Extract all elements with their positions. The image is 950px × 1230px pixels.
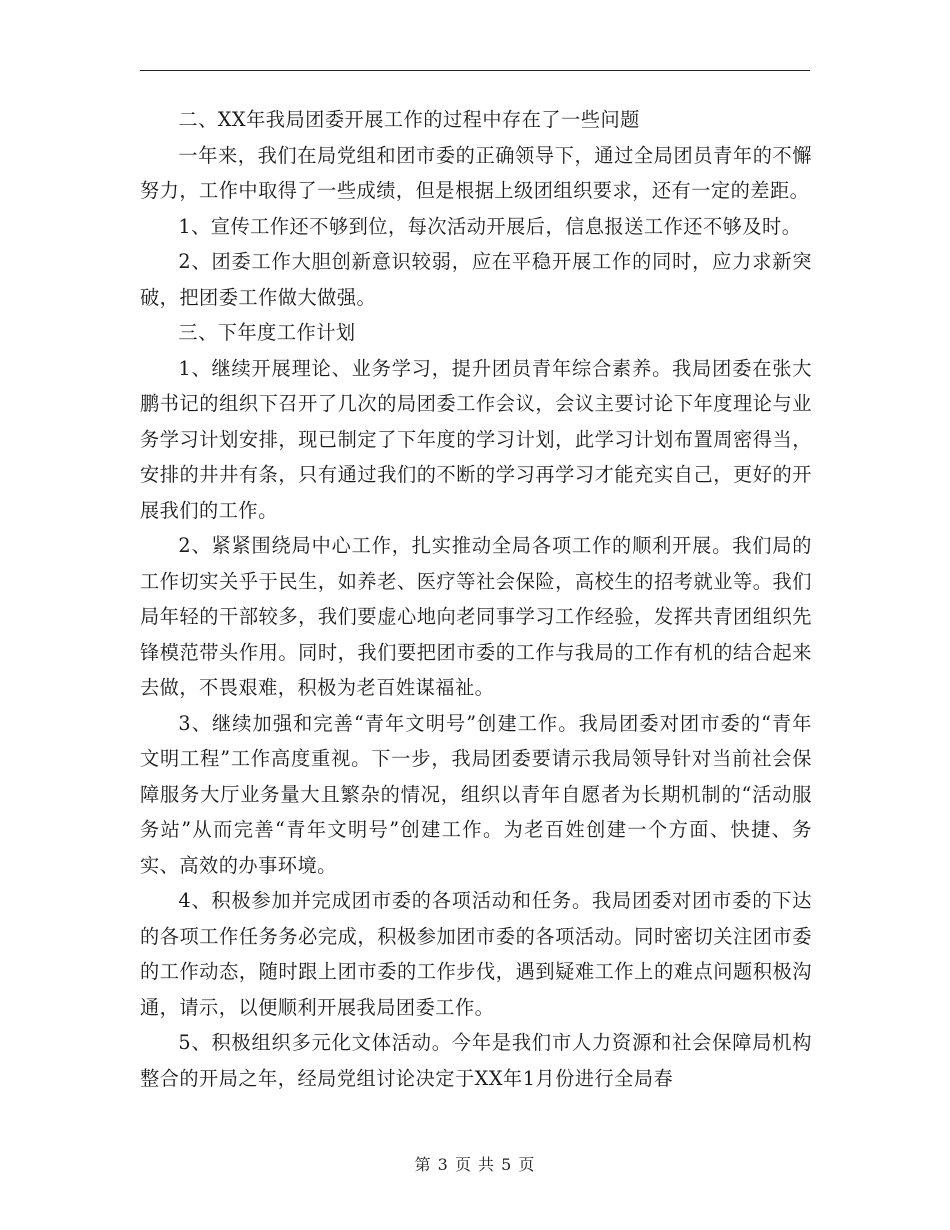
section-heading-plan: 三、下年度工作计划 [178,321,356,344]
header-rule [140,70,810,71]
section-heading-problems: 二、XX年我局团委开展工作的过程中存在了一些问题 [178,108,640,131]
paragraph-problem-1: 1、宣传工作还不够到位，每次活动开展后，信息报送工作还不够及时。 [178,214,802,238]
paragraph-plan-2: 2、紧紧围绕局中心工作，扎实推动全局各项工作的顺利开展。我们局的工作切实关乎于民生，如养老、医疗等社会保险，高校生的招考就业等。我们局年轻的干部较多，我们要虚心地向老同事学习工作经验，发挥共青团组织先锋模范带头作用。同时，我们要把团市委的工作与我局的工作有机的结合起来去做，不畏艰难，积极为老百姓谋福祉。 [140,534,812,699]
paragraph-plan-1: 1、继续开展理论、业务学习，提升团员青年综合素养。我局团委在张大鹏书记的组织下召开了几次的局团委工作会议，会议主要讨论下年度理论与业务学习计划安排，现已制定了下年度的学习计划，此学习计划布置周密得当，安排的井井有条，只有通过我们的不断的学习再学习才能充实自己，更好的开展我们的工作。 [140,356,812,522]
paragraph-plan-3: 3、继续加强和完善“青年文明号”创建工作。我局团委对团市委的“青年文明工程”工作高度重视。下一步，我局团委要请示我局领导针对当前社会保障服务大厅业务量大且繁杂的情况，组织以青年自愿者为长期机制的“活动服务站”从而完善“青年文明号”创建工作。为老百姓创建一个方面、快捷、务实、高效的办事环境。 [140,711,812,877]
page-number-label: 第 3 页 共 5 页 [414,1155,536,1174]
paragraph-plan-4: 4、积极参加并完成团市委的各项活动和任务。我局团委对团市委的下达的各项工作任务务必完成，积极参加团市委的各项活动。同时密切关注团市委的工作动态，随时跟上团市委的工作步伐，遇到疑难工作上的难点问题积极沟通，请示，以便顺利开展我局团委工作。 [140,889,812,1019]
paragraph-summary: 一年来，我们在局党组和团市委的正确领导下，通过全局团员青年的不懈努力，工作中取得了一些成绩，但是根据上级团组织要求，还有一定的差距。 [140,143,812,202]
paragraph-problem-2: 2、团委工作大胆创新意识较弱，应在平稳开展工作的同时，应力求新突破，把团委工作做大做强。 [140,250,812,309]
paragraph-plan-5: 5、积极组织多元化文体活动。今年是我们市人力资源和社会保障局机构整合的开局之年，经局党组讨论决定于XX年1月份进行全局春 [140,1031,812,1090]
page-footer [0,1152,950,1175]
document-body [140,102,812,1096]
